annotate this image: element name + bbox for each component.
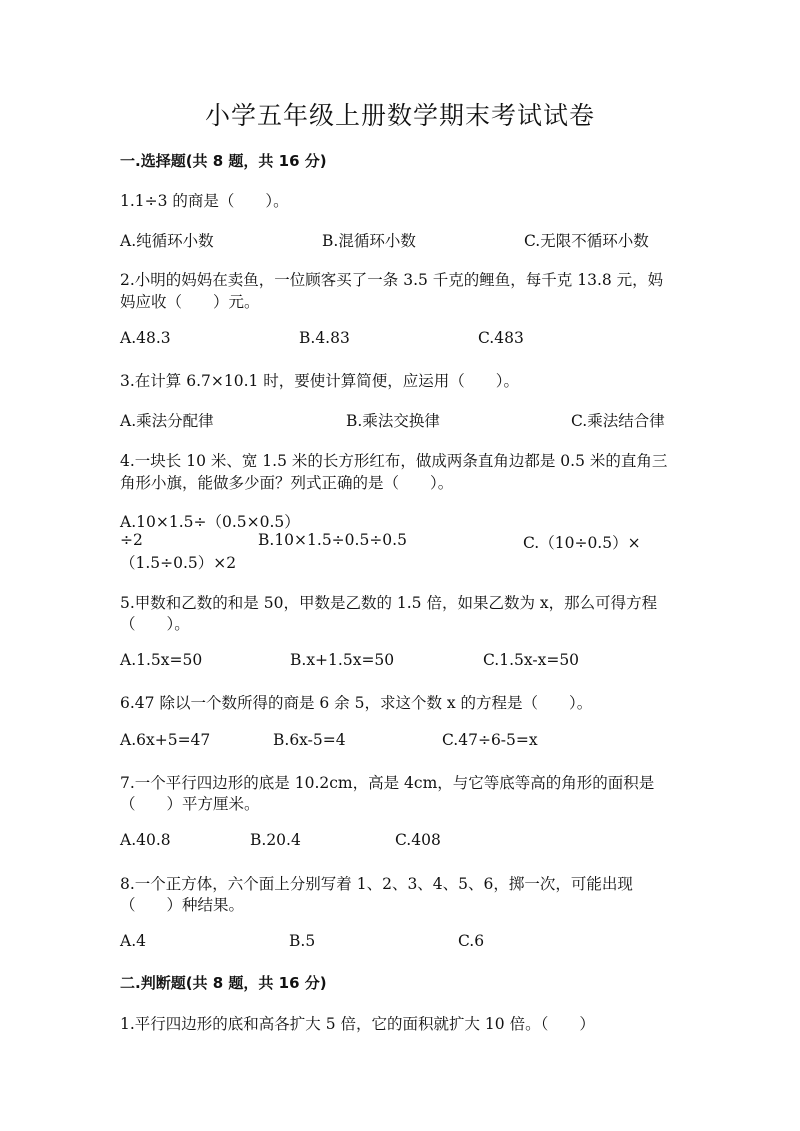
question-8-stem-line-1: 8.一个正方体，六个面上分别写着 1、2、3、4、5、6，掷一次，可能出现: [120, 875, 633, 893]
question-4-option-a-line-2: ÷2: [120, 531, 143, 549]
question-2-option-a: A.48.3: [120, 329, 171, 347]
judge-question-1-stem: 1.平行四边形的底和高各扩大 5 倍，它的面积就扩大 10 倍。（ ）: [120, 1015, 595, 1033]
question-4-option-c-line-2: （1.5÷0.5）×2: [120, 554, 237, 572]
question-7-option-a: A.40.8: [120, 831, 171, 849]
question-8-option-a: A.4: [120, 932, 146, 950]
question-4-option-a-line-1: A.10×1.5÷（0.5×0.5）: [120, 513, 300, 531]
question-3-option-c: C.乘法结合律: [571, 412, 665, 430]
question-2-option-c: C.483: [478, 329, 524, 347]
question-5-option-a: A.1.5x=50: [120, 651, 203, 669]
question-5-option-c: C.1.5x-x=50: [483, 651, 580, 669]
question-2-stem-line-2: 妈应收（ ）元。: [120, 293, 260, 311]
question-4-stem-line-1: 4.一块长 10 米、宽 1.5 米的长方形红布，做成两条直角边都是 0.5 米的直角三: [120, 452, 668, 470]
question-5-option-b: B.x+1.5x=50: [290, 651, 395, 669]
question-5-stem-line-2: （ ）。: [120, 615, 190, 633]
question-3-option-a: A.乘法分配律: [120, 412, 214, 430]
question-8-option-b: B.5: [289, 932, 316, 950]
question-6-stem: 6.47 除以一个数所得的商是 6 余 5，求这个数 x 的方程是（ ）。: [120, 694, 593, 712]
question-4-stem-line-2: 角形小旗，能做多少面？列式正确的是（ ）。: [120, 474, 454, 492]
question-1-option-b: B.混循环小数: [322, 232, 416, 250]
question-4-option-c-line-1: C.（10÷0.5）×: [523, 534, 641, 552]
question-1-option-a: A.纯循环小数: [120, 232, 214, 250]
question-3-option-b: B.乘法交换律: [346, 412, 440, 430]
question-2-option-b: B.4.83: [299, 329, 350, 347]
question-6-option-a: A.6x+5=47: [120, 731, 211, 749]
question-3-stem: 3.在计算 6.7×10.1 时，要使计算简便，应运用（ ）。: [120, 372, 520, 390]
section-heading-multiple-choice: 一.选择题(共 8 题，共 16 分): [120, 152, 327, 170]
question-6-option-b: B.6x-5=4: [273, 731, 346, 749]
question-4-option-b: B.10×1.5÷0.5÷0.5: [258, 531, 407, 549]
question-1-stem: 1.1÷3 的商是（ ）。: [120, 192, 289, 210]
question-1-option-c: C.无限不循环小数: [524, 232, 649, 250]
question-7-option-c: C.408: [395, 831, 441, 849]
question-2-stem-line-1: 2.小明的妈妈在卖鱼，一位顾客买了一条 3.5 千克的鲤鱼，每千克 13.8 元，妈: [120, 271, 664, 289]
question-5-stem-line-1: 5.甲数和乙数的和是 50，甲数是乙数的 1.5 倍，如果乙数为 x，那么可得方程: [120, 594, 658, 612]
question-6-option-c: C.47÷6-5=x: [442, 731, 538, 749]
exam-title: 小学五年级上册数学期末考试试卷: [204, 101, 595, 130]
question-7-stem-line-1: 7.一个平行四边形的底是 10.2cm，高是 4cm，与它等底等高的角形的面积是: [120, 774, 655, 792]
question-7-option-b: B.20.4: [250, 831, 301, 849]
question-8-option-c: C.6: [458, 932, 485, 950]
question-8-stem-line-2: （ ）种结果。: [120, 896, 245, 914]
section-heading-true-false: 二.判断题(共 8 题，共 16 分): [120, 974, 327, 992]
question-7-stem-line-2: （ ）平方厘米。: [120, 795, 260, 813]
